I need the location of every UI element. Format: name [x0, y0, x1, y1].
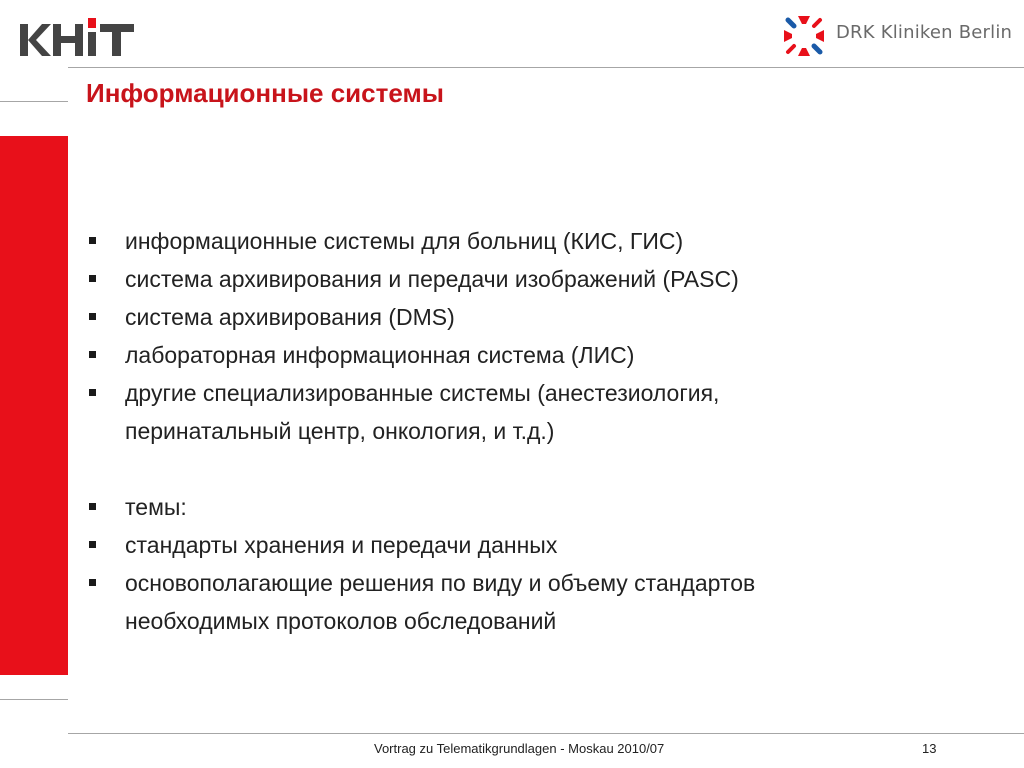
- page-number: 13: [922, 741, 937, 756]
- bullet-square-icon: [89, 275, 96, 282]
- list-item: [88, 336, 988, 374]
- footer-text: Vortrag zu Telematikgrundlagen - Moskau 2010/07: [374, 741, 665, 756]
- list-spacer: [88, 450, 988, 488]
- bullet-square-icon: [89, 351, 96, 358]
- khit-logo: [20, 14, 140, 58]
- bullet-square-icon: [89, 541, 96, 548]
- bullet-list: [88, 222, 988, 640]
- list-item: [88, 374, 988, 450]
- list-item-text: система архивирования (DMS): [125, 304, 455, 330]
- left-divider-bottom: [0, 699, 68, 700]
- list-item: [88, 526, 988, 564]
- drk-logo: [778, 10, 1014, 60]
- bullet-square-icon: [89, 503, 96, 510]
- list-item-text: система архивирования и передачи изображений (PASC): [125, 266, 739, 292]
- red-cross-ring-icon: [778, 10, 830, 62]
- page-title: Информационные системы: [86, 78, 444, 108]
- list-item-text: лабораторная информационная система (ЛИС): [125, 342, 635, 368]
- list-item: [88, 260, 988, 298]
- list-item-text-continued: необходимых протоколов обследований: [125, 608, 557, 634]
- drk-logo-text: DRK Kliniken Berlin: [836, 22, 1013, 43]
- list-item-text: стандарты хранения и передачи данных: [125, 532, 558, 558]
- header-divider: [68, 67, 1024, 68]
- bullet-square-icon: [89, 389, 96, 396]
- list-item: [88, 298, 988, 336]
- left-divider-top: [0, 101, 68, 102]
- bullet-square-icon: [89, 579, 96, 586]
- list-item-text: темы:: [125, 494, 187, 520]
- list-item-text: другие специализированные системы (анестезиология,: [125, 380, 720, 406]
- list-item-text: основополагающие решения по виду и объему стандартов: [125, 570, 756, 596]
- list-item-text: информационные системы для больниц (КИС, ГИС): [125, 228, 684, 254]
- list-item: [88, 222, 988, 260]
- list-item: [88, 488, 988, 526]
- khit-logo-icon: [20, 14, 140, 58]
- bullet-square-icon: [89, 237, 96, 244]
- bullet-square-icon: [89, 313, 96, 320]
- list-item-text-continued: перинатальный центр, онкология, и т.д.): [125, 418, 555, 444]
- footer-divider: [68, 733, 1024, 734]
- red-side-bar: [0, 136, 68, 675]
- list-item: [88, 564, 988, 640]
